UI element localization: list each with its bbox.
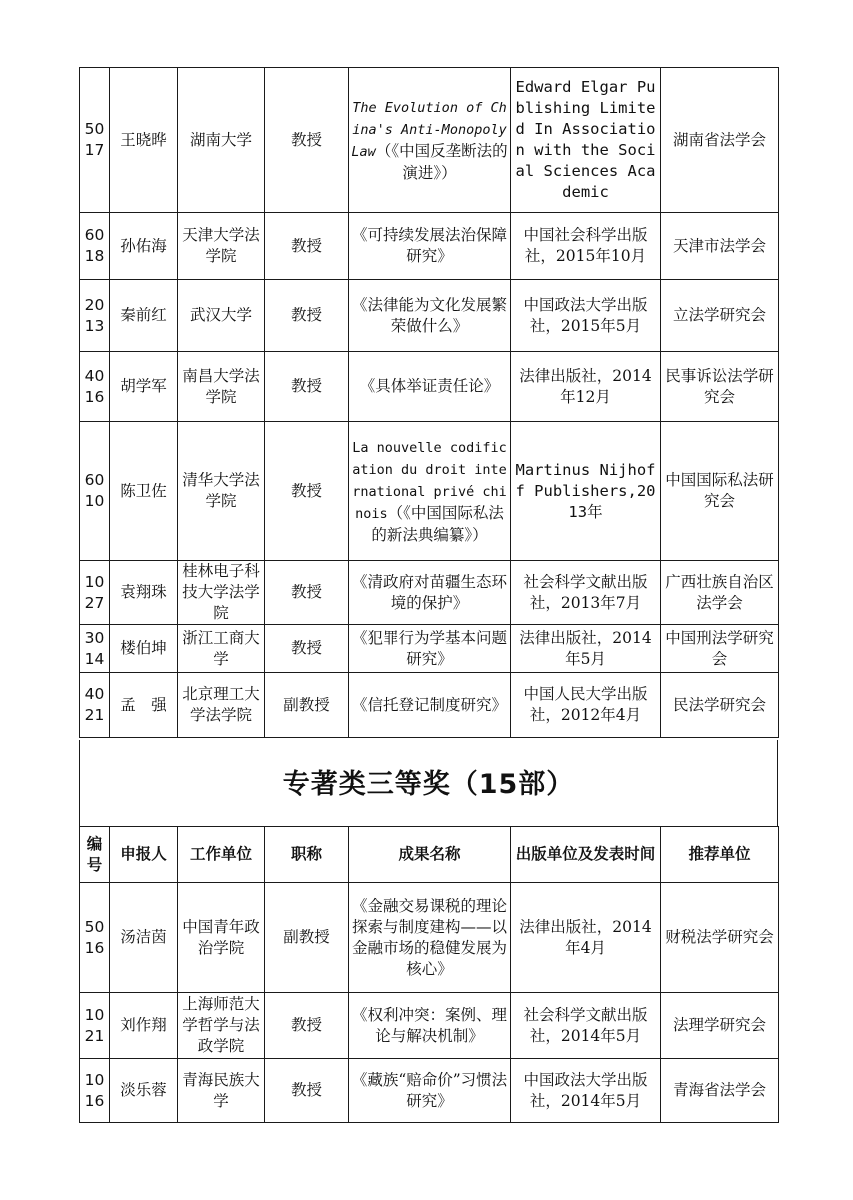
applicant-name: 胡学军 [110, 352, 178, 422]
publisher-text: Edward Elgar Publishing Limited In Association with the Social Sciences Academic [515, 78, 656, 201]
recommender: 民法学研究会 [661, 673, 779, 738]
applicant-name: 汤洁茵 [110, 883, 178, 993]
job-title: 副教授 [265, 673, 349, 738]
job-title: 教授 [265, 561, 349, 625]
table-row [80, 625, 779, 673]
work-name: 《藏族“赔命价”习惯法研究》 [349, 1059, 511, 1123]
work-name: 《金融交易课税的理论探索与制度建构——以金融市场的稳健发展为核心》 [349, 883, 511, 993]
work-unit: 青海民族大学 [178, 1059, 265, 1123]
table-row [80, 883, 779, 993]
applicant-name: 楼伯坤 [110, 625, 178, 673]
section-title: 专著类三等奖（15部） [282, 769, 575, 800]
entry-id: 6018 [80, 213, 110, 280]
entry-id: 2013 [80, 280, 110, 352]
recommender: 天津市法学会 [661, 213, 779, 280]
job-title: 教授 [265, 352, 349, 422]
work-unit: 中国青年政治学院 [178, 883, 265, 993]
publisher: 法律出版社，2014年12月 [511, 352, 661, 422]
recommender: 中国刑法学研究会 [661, 625, 779, 673]
work-name: 《法律能为文化发展繁荣做什么》 [349, 280, 511, 352]
work-unit: 清华大学法学院 [178, 422, 265, 561]
publisher: 中国人民大学出版社，2012年4月 [511, 673, 661, 738]
publisher: 法律出版社，2014年4月 [511, 883, 661, 993]
work-unit: 天津大学法学院 [178, 213, 265, 280]
job-title: 教授 [265, 1059, 349, 1123]
work-name-en: The Evolution of China's Anti-Monopoly Law [351, 99, 507, 160]
header-publisher: 出版单位及发表时间 [511, 827, 661, 883]
header-work: 成果名称 [349, 827, 511, 883]
work-name-cn: （《中国反垄断法的演进》） [375, 141, 508, 182]
work-name-cn: （《中国国际私法的新法典编纂》） [371, 503, 504, 544]
header-id: 编号 [80, 827, 110, 883]
table-header-row [80, 827, 779, 883]
applicant-name: 孟 强 [110, 673, 178, 738]
applicant-name: 袁翔珠 [110, 561, 178, 625]
publisher: 中国政法大学出版社，2015年5月 [511, 280, 661, 352]
header-unit: 工作单位 [178, 827, 265, 883]
table-row [80, 213, 779, 280]
work-name: 《犯罪行为学基本问题研究》 [349, 625, 511, 673]
applicant-name: 陈卫佐 [110, 422, 178, 561]
recommender: 财税法学研究会 [661, 883, 779, 993]
table-row [80, 68, 779, 213]
job-title: 教授 [265, 280, 349, 352]
table-row [80, 561, 779, 625]
work-unit: 湖南大学 [178, 68, 265, 213]
applicant-name: 秦前红 [110, 280, 178, 352]
work-name [349, 422, 511, 561]
entry-id: 1021 [80, 993, 110, 1059]
work-unit: 南昌大学法学院 [178, 352, 265, 422]
applicant-name: 刘作翔 [110, 993, 178, 1059]
recommender: 广西壮族自治区法学会 [661, 561, 779, 625]
applicant-name: 淡乐蓉 [110, 1059, 178, 1123]
table-row [80, 352, 779, 422]
entry-id: 4021 [80, 673, 110, 738]
entry-id: 6010 [80, 422, 110, 561]
section-title-box [79, 740, 778, 826]
work-name: 《权利冲突：案例、理论与解决机制》 [349, 993, 511, 1059]
work-name-wrap [351, 437, 508, 546]
work-name: 《信托登记制度研究》 [349, 673, 511, 738]
header-title: 职称 [265, 827, 349, 883]
recommender: 民事诉讼法学研究会 [661, 352, 779, 422]
entry-id: 5016 [80, 883, 110, 993]
recommender: 湖南省法学会 [661, 68, 779, 213]
table-row [80, 993, 779, 1059]
entry-id: 5017 [80, 68, 110, 213]
table-row [80, 422, 779, 561]
table-row [80, 673, 779, 738]
work-name: 《可持续发展法治保障研究》 [349, 213, 511, 280]
table-row [80, 280, 779, 352]
job-title: 教授 [265, 993, 349, 1059]
entry-id: 4016 [80, 352, 110, 422]
job-title: 教授 [265, 422, 349, 561]
work-unit: 桂林电子科技大学法学院 [178, 561, 265, 625]
header-applicant: 申报人 [110, 827, 178, 883]
recommender: 中国国际私法研究会 [661, 422, 779, 561]
header-recommender: 推荐单位 [661, 827, 779, 883]
publisher: 法律出版社，2014年5月 [511, 625, 661, 673]
entry-id: 3014 [80, 625, 110, 673]
publisher [511, 68, 661, 213]
entry-id: 1016 [80, 1059, 110, 1123]
work-name [349, 68, 511, 213]
work-unit: 上海师范大学哲学与法政学院 [178, 993, 265, 1059]
work-name-en: La nouvelle codification du droit international privé chinois [352, 439, 507, 522]
job-title: 教授 [265, 213, 349, 280]
recommender: 青海省法学会 [661, 1059, 779, 1123]
work-name: 《具体举证责任论》 [349, 352, 511, 422]
recommender: 立法学研究会 [661, 280, 779, 352]
applicant-name: 孙佑海 [110, 213, 178, 280]
publisher: 中国社会科学出版社，2015年10月 [511, 213, 661, 280]
work-name: 《清政府对苗疆生态环境的保护》 [349, 561, 511, 625]
applicant-name: 王晓晔 [110, 68, 178, 213]
publisher: Martinus Nijhoff Publishers,2013年 [511, 422, 661, 561]
awards-table-continued [79, 67, 779, 738]
publisher: 中国政法大学出版社，2014年5月 [511, 1059, 661, 1123]
entry-id: 1027 [80, 561, 110, 625]
publisher: 社会科学文献出版社，2014年5月 [511, 993, 661, 1059]
work-unit: 武汉大学 [178, 280, 265, 352]
work-unit: 浙江工商大学 [178, 625, 265, 673]
third-prize-table [79, 826, 779, 1123]
job-title: 教授 [265, 625, 349, 673]
work-unit: 北京理工大学法学院 [178, 673, 265, 738]
job-title: 教授 [265, 68, 349, 213]
publisher: 社会科学文献出版社，2013年7月 [511, 561, 661, 625]
recommender: 法理学研究会 [661, 993, 779, 1059]
table-row [80, 1059, 779, 1123]
job-title: 副教授 [265, 883, 349, 993]
